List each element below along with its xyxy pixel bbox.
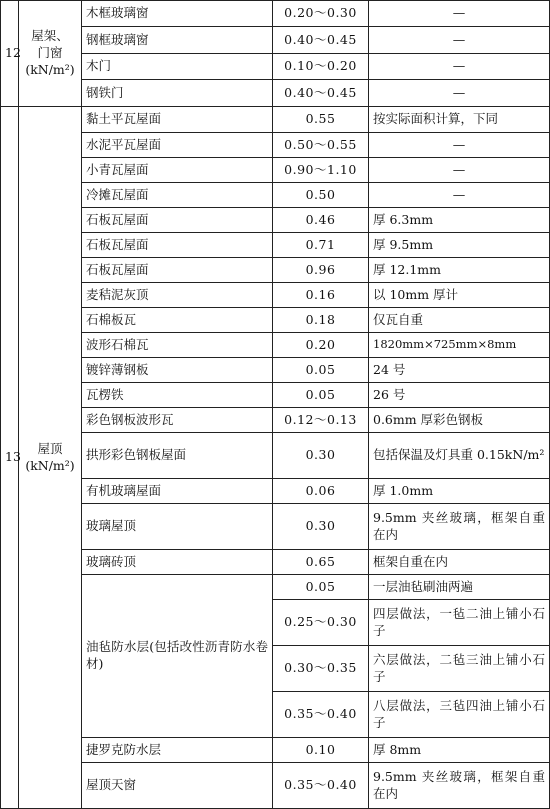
table-row [1, 575, 550, 600]
remark-cell [369, 646, 550, 692]
category-line: 门窗 [37, 45, 63, 61]
remark: 一层油毡刷油两遍 [369, 575, 550, 600]
table-row [1, 433, 550, 479]
table-row [1, 158, 550, 183]
load-value: 0.50～0.55 [273, 133, 369, 158]
table-row [1, 283, 550, 308]
load-value: 0.40～0.45 [273, 80, 369, 107]
load-value: 0.65 [273, 550, 369, 575]
remark: 0.6mm 厚彩色钢板 [369, 408, 550, 433]
table-row [1, 233, 550, 258]
material-name: 小青瓦屋面 [82, 158, 273, 183]
item-number: 12 [1, 1, 19, 107]
load-value: 0.06 [273, 479, 369, 504]
material-name: 木框玻璃窗 [82, 1, 273, 27]
remark: — [369, 1, 550, 27]
table-row [1, 479, 550, 504]
load-value: 0.40～0.45 [273, 27, 369, 54]
material-name: 木门 [82, 54, 273, 80]
load-value: 0.35～0.40 [273, 692, 369, 738]
remark: 9.5mm 夹丝玻璃，框架自重在内 [373, 509, 545, 542]
material-name: 玻璃屋顶 [82, 504, 273, 550]
load-value: 0.30 [273, 433, 369, 479]
load-value: 0.10 [273, 738, 369, 763]
category-unit: (kN/m²) [25, 61, 75, 77]
remark: 厚 8mm [369, 738, 550, 763]
load-value: 0.96 [273, 258, 369, 283]
table-row [1, 1, 550, 27]
material-name-cell [82, 575, 273, 738]
remark: 按实际面积计算，下同 [369, 107, 550, 133]
remark: 六层做法，二毡三油上铺小石子 [373, 651, 545, 684]
remark: 厚 1.0mm [369, 479, 550, 504]
remark-cell [369, 692, 550, 738]
category-line: 屋架、 [31, 28, 69, 44]
remark: — [369, 133, 550, 158]
remark: — [369, 27, 550, 54]
table-row [1, 383, 550, 408]
load-value: 0.50 [273, 183, 369, 208]
remark: 26 号 [369, 383, 550, 408]
remark-cell [369, 433, 550, 479]
remark: — [369, 80, 550, 107]
material-name: 黏土平瓦屋面 [82, 107, 273, 133]
remark-cell [369, 600, 550, 646]
material-name: 麦秸泥灰顶 [82, 283, 273, 308]
material-name: 玻璃砖顶 [82, 550, 273, 575]
table-row [1, 183, 550, 208]
table-row [1, 308, 550, 333]
table-row [1, 80, 550, 107]
table-row [1, 133, 550, 158]
table-row [1, 54, 550, 80]
remark: 仅瓦自重 [369, 308, 550, 333]
material-name: 彩色钢板波形瓦 [82, 408, 273, 433]
load-value: 0.20～0.30 [273, 1, 369, 27]
load-value: 0.05 [273, 358, 369, 383]
material-name: 冷摊瓦屋面 [82, 183, 273, 208]
remark-cell [369, 504, 550, 550]
remark: 1820mm×725mm×8mm [369, 333, 550, 358]
load-value: 0.35～0.40 [273, 763, 369, 809]
material-name: 石板瓦屋面 [82, 258, 273, 283]
material-name: 钢框玻璃窗 [82, 27, 273, 54]
remark: 四层做法，一毡二油上铺小石子 [373, 605, 545, 638]
load-value: 0.20 [273, 333, 369, 358]
material-name: 油毡防水层(包括改性沥青防水卷材) [86, 639, 268, 671]
table-row [1, 258, 550, 283]
table-row [1, 763, 550, 809]
material-name: 捷罗克防水层 [82, 738, 273, 763]
remark: — [369, 183, 550, 208]
remark: 厚 12.1mm [369, 258, 550, 283]
remark: 八层做法，三毡四油上铺小石子 [373, 697, 545, 730]
category-cell [19, 107, 82, 809]
load-value: 0.90～1.10 [273, 158, 369, 183]
remark: — [369, 158, 550, 183]
remark: 框架自重在内 [369, 550, 550, 575]
load-value: 0.25～0.30 [273, 600, 369, 646]
load-value: 0.10～0.20 [273, 54, 369, 80]
material-name: 镀锌薄钢板 [82, 358, 273, 383]
category-line: 屋顶 [37, 440, 63, 456]
load-value: 0.05 [273, 575, 369, 600]
load-value: 0.05 [273, 383, 369, 408]
load-value: 0.18 [273, 308, 369, 333]
item-number: 13 [1, 107, 19, 809]
table-row [1, 27, 550, 54]
remark: — [369, 54, 550, 80]
table-row [1, 107, 550, 133]
material-name: 有机玻璃屋面 [82, 479, 273, 504]
load-value: 0.71 [273, 233, 369, 258]
remark: 9.5mm 夹丝玻璃，框架自重在内 [373, 768, 545, 801]
material-name: 石棉板瓦 [82, 308, 273, 333]
remark: 以 10mm 厚计 [369, 283, 550, 308]
load-value: 0.46 [273, 208, 369, 233]
material-name: 瓦楞铁 [82, 383, 273, 408]
material-name: 屋顶天窗 [82, 763, 273, 809]
material-name: 石板瓦屋面 [82, 233, 273, 258]
remark: 24 号 [369, 358, 550, 383]
material-name: 拱形彩色钢板屋面 [82, 433, 273, 479]
material-name: 水泥平瓦屋面 [82, 133, 273, 158]
table-row [1, 408, 550, 433]
load-value: 0.30～0.35 [273, 646, 369, 692]
material-name: 钢铁门 [82, 80, 273, 107]
load-value: 0.30 [273, 504, 369, 550]
material-name: 石板瓦屋面 [82, 208, 273, 233]
table-row [1, 208, 550, 233]
remark: 包括保温及灯具重 0.15kN/m² [373, 447, 545, 463]
remark: 厚 6.3mm [369, 208, 550, 233]
table-row [1, 358, 550, 383]
table-row [1, 333, 550, 358]
load-value: 0.12～0.13 [273, 408, 369, 433]
category-unit: (kN/m²) [25, 457, 75, 473]
table-row [1, 738, 550, 763]
material-name: 波形石棉瓦 [82, 333, 273, 358]
category-cell [19, 1, 82, 107]
remark-cell [369, 763, 550, 809]
remark: 厚 9.5mm [369, 233, 550, 258]
table-row [1, 550, 550, 575]
table-row [1, 504, 550, 550]
load-value: 0.55 [273, 107, 369, 133]
load-value: 0.16 [273, 283, 369, 308]
